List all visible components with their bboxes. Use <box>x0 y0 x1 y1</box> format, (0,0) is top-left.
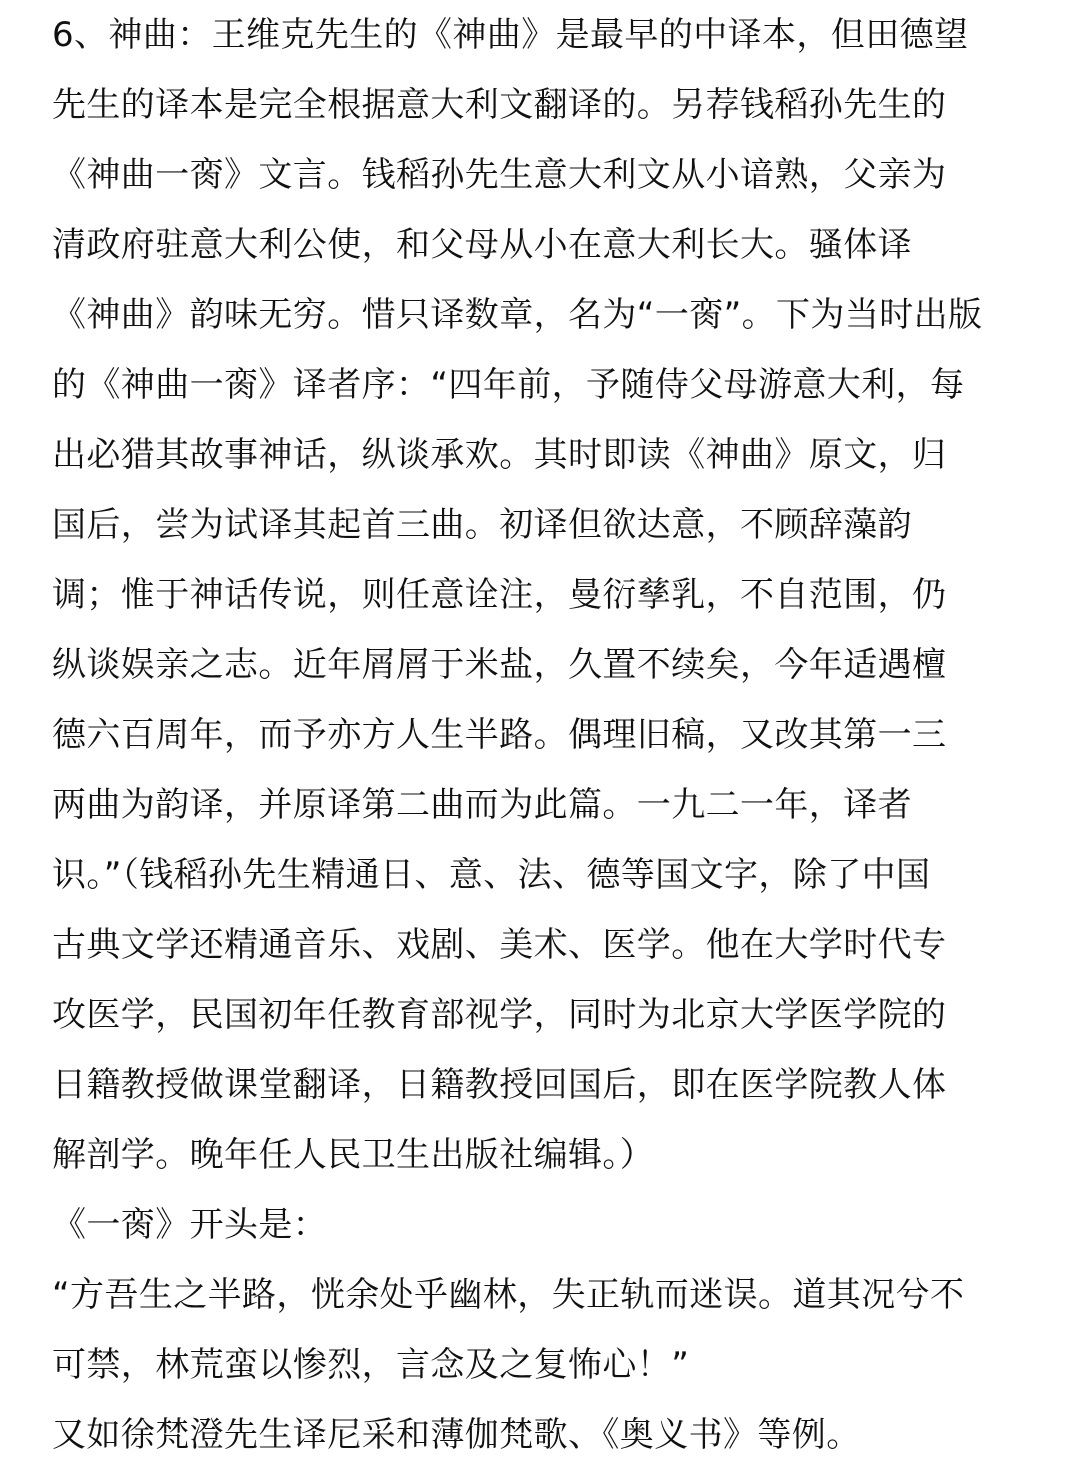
text-line-16: 日籍教授做课堂翻译，日籍教授回国后，即在医学院教人体 <box>52 1065 947 1105</box>
text-line-15: 攻医学，民国初年任教育部视学，同时为北京大学医学院的 <box>52 995 947 1035</box>
text-line-13: 识。”（钱稻孙先生精通日、意、法、德等国文字，除了中国 <box>52 855 931 895</box>
text-line-17: 解剖学。晚年任人民卫生出版社编辑。） <box>52 1135 655 1175</box>
text-line-14: 古典文学还精通音乐、戏剧、美术、医学。他在大学时代专 <box>52 925 947 965</box>
text-line-9: 调；惟于神话传说，则任意诠注，曼衍孳乳，不自范围，仍 <box>52 575 947 615</box>
text-line-18: 《一脔》开头是： <box>52 1205 328 1245</box>
text-line-11: 德六百周年，而予亦方人生半路。偶理旧稿，又改其第一三 <box>52 715 947 755</box>
text-line-19: “方吾生之半路，恍余处乎幽林，失正轨而迷误。道其况兮不 <box>52 1275 965 1315</box>
text-line-21: 又如徐梵澄先生译尼采和薄伽梵歌、《奥义书》等例。 <box>52 1415 861 1455</box>
text-line-1: 6、神曲：王维克先生的《神曲》是最早的中译本，但田德望 <box>52 15 969 55</box>
text-line-7: 出必猎其故事神话，纵谈承欢。其时即读《神曲》原文，归 <box>52 435 947 475</box>
text-line-5: 《神曲》韵味无穷。惜只译数章，名为“一脔”。下为当时出版 <box>52 295 983 335</box>
text-line-10: 纵谈娱亲之志。近年屑屑于米盐，久置不续矣，今年适遇檀 <box>52 645 947 685</box>
text-line-2: 先生的译本是完全根据意大利文翻译的。另荐钱稻孙先生的 <box>52 85 947 125</box>
text-line-12: 两曲为韵译，并原译第二曲而为此篇。一九二一年，译者 <box>52 785 912 825</box>
text-line-4: 清政府驻意大利公使，和父母从小在意大利长大。骚体译 <box>52 225 912 265</box>
text-line-6: 的《神曲一脔》译者序：“四年前，予随侍父母游意大利，每 <box>52 365 965 405</box>
text-line-8: 国后，尝为试译其起首三曲。初译但欲达意，不顾辞藻韵 <box>52 505 912 545</box>
text-line-20: 可禁，林荒蛮以惨烈，言念及之复怖心！” <box>52 1345 690 1385</box>
text-line-3: 《神曲一脔》文言。钱稻孙先生意大利文从小谙熟，父亲为 <box>52 155 947 195</box>
